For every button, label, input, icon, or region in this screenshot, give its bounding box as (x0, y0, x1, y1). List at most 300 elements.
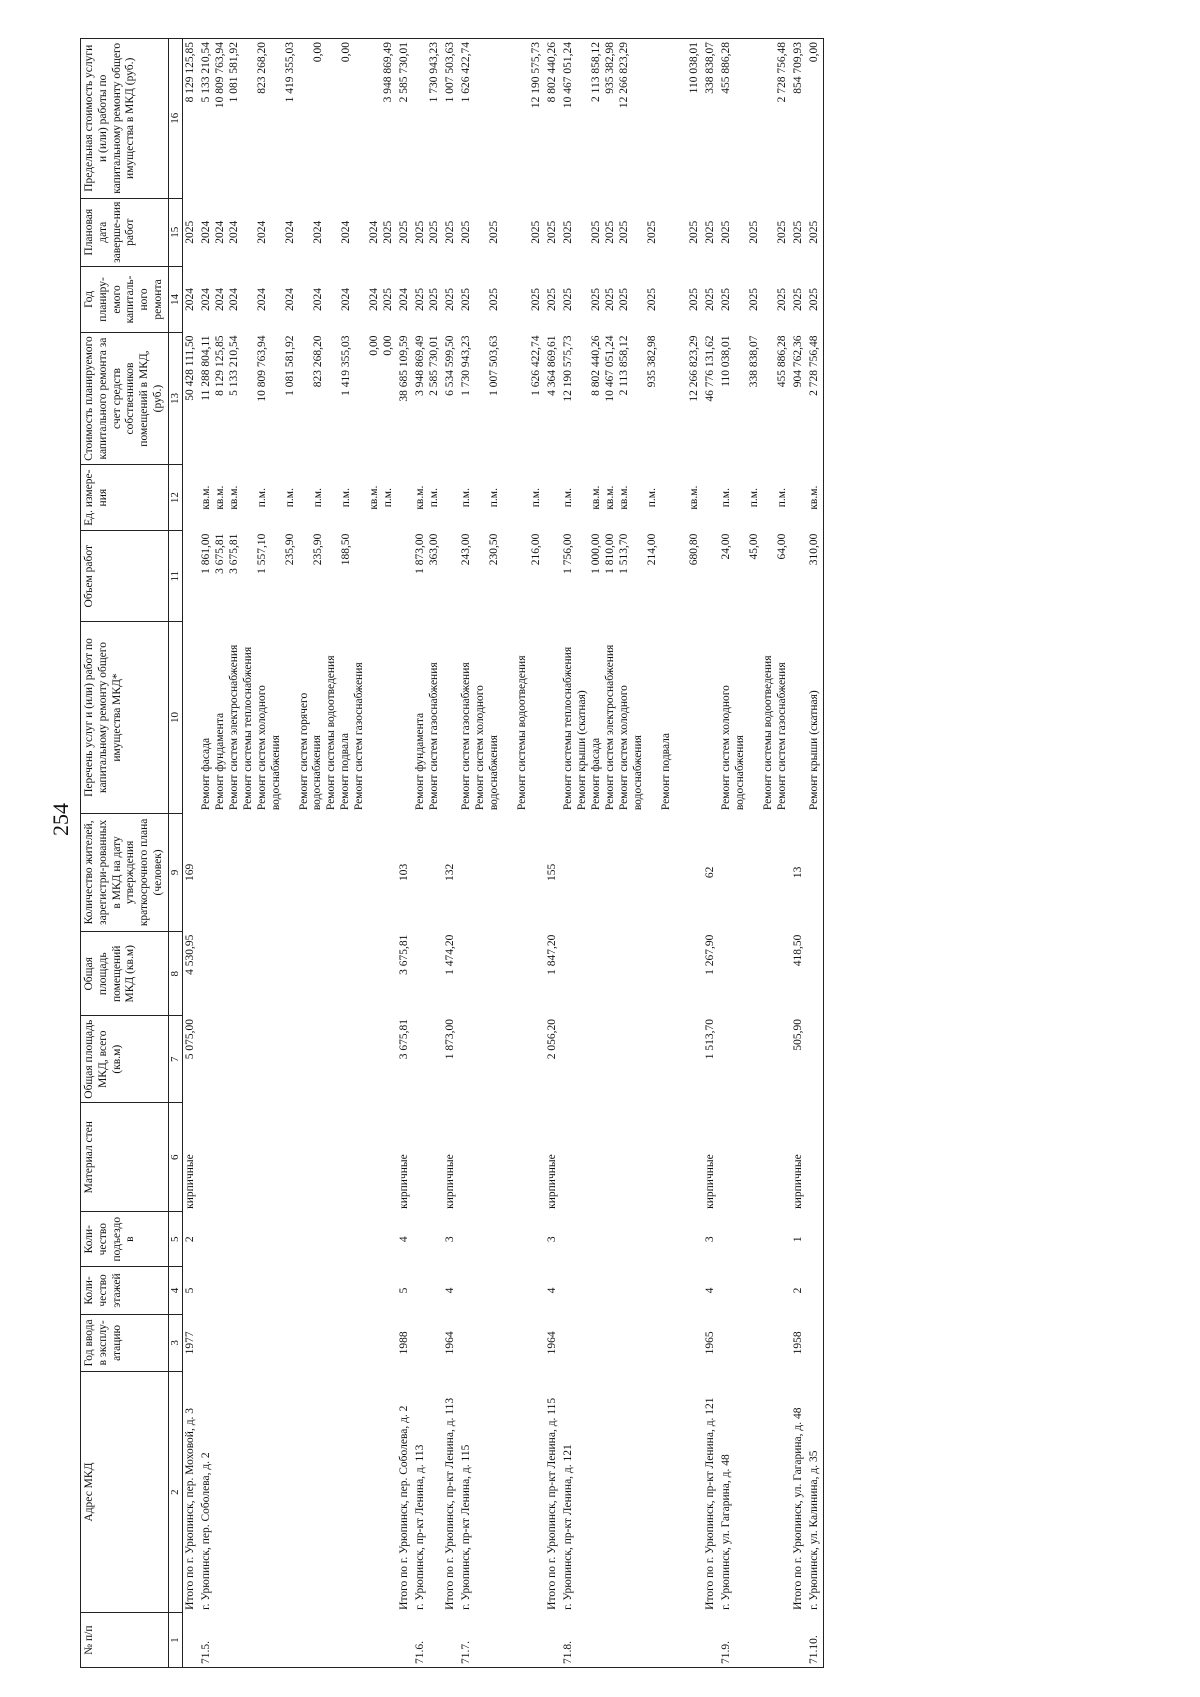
cell-col-14 (459, 266, 545, 332)
cell-line (242, 468, 256, 528)
cell-line: 2025 (719, 220, 732, 244)
cell-col-13 (443, 332, 459, 464)
cell-col-10 (459, 622, 545, 813)
cell-line: Ремонт подвала (339, 732, 352, 811)
cell-line: 2024 (283, 287, 296, 311)
column-header: Ед. измере-ния (81, 465, 169, 531)
cell-col-14 (413, 266, 443, 332)
column-number: 10 (168, 622, 182, 813)
table-total-row (791, 39, 807, 1668)
cell-line: 24,00 (719, 533, 732, 560)
cell-line (184, 534, 198, 619)
cell-line (242, 42, 256, 195)
cell-line (444, 468, 458, 528)
cell-col-10 (545, 622, 561, 813)
cell-col-13 (182, 332, 199, 464)
cell-col-10 (397, 622, 413, 813)
cell-line: 338 838,07 (703, 42, 716, 94)
column-header: Адрес МКД (81, 1371, 169, 1613)
cell-col-6 (807, 1103, 824, 1212)
cell-line: 2025 (443, 220, 456, 244)
cell-line: 2025 (617, 287, 630, 311)
cell-line: 0,00 (311, 42, 324, 63)
cell-line: 2024 (339, 287, 352, 311)
cell-col-7: 2 056,20 (545, 1018, 558, 1060)
cell-col-7 (413, 1016, 443, 1103)
cell-col-11 (807, 531, 824, 622)
cell-col-16 (545, 39, 561, 199)
cell-line (474, 335, 488, 461)
cell-line: 2 728 756,48 (807, 335, 820, 396)
cell-line (270, 269, 284, 329)
cell-line: 1 626 422,74 (529, 335, 542, 396)
cell-line: 4 364 869,61 (545, 335, 558, 396)
cell-col-13 (561, 332, 703, 464)
cell-line: 2025 (413, 287, 426, 311)
cell-line: 2025 (807, 220, 820, 244)
cell-line: 10 809 763,94 (213, 42, 226, 109)
header-row (81, 39, 169, 1668)
cell-line: 2 585 730,01 (427, 335, 440, 396)
cell-col-11 (182, 531, 199, 622)
cell-line (270, 468, 284, 528)
column-header: Объем работ (81, 531, 169, 622)
cell-line: 904 762,36 (791, 335, 804, 388)
cell-line: Ремонт систем электроснабжения (603, 644, 616, 811)
cell-col-6: кирпичные (397, 1154, 410, 1209)
cell-line (326, 534, 340, 619)
cell-line: 2025 (459, 287, 472, 311)
cell-col-7: 5 075,00 (183, 1018, 196, 1060)
cell-col-14 (397, 266, 413, 332)
cell-col-9: 62 (703, 866, 716, 879)
cell-line: 1 513,70 (617, 533, 630, 574)
cell-col-3 (459, 1314, 545, 1371)
cell-line (444, 625, 458, 810)
cell-line: 2024 (311, 220, 324, 244)
cell-col-12 (791, 465, 807, 531)
cell-line: 46 776 131,62 (703, 335, 716, 402)
cell-col-9 (719, 813, 791, 931)
cell-col-9: 169 (183, 863, 196, 882)
cell-col-10 (443, 622, 459, 813)
cell-line (326, 42, 340, 195)
cell-line: 10 467 051,24 (603, 335, 616, 402)
cell-col-5 (459, 1212, 545, 1267)
cell-col-6: кирпичные (791, 1154, 804, 1209)
column-number: 1 (168, 1613, 182, 1668)
cell-line: 2 585 730,01 (397, 42, 410, 103)
cell-col-7 (807, 1016, 824, 1103)
column-header: Общая площадь помещений МКД (кв.м) (81, 932, 169, 1016)
cell-col-8 (561, 932, 703, 1016)
cell-line: Ремонт фасада (199, 737, 212, 811)
cell-col-14 (719, 266, 791, 332)
page-number: 254 (48, 803, 73, 836)
cell-line: 1 810,00 (603, 533, 616, 574)
cell-line: 1 000,00 (589, 533, 602, 574)
cell-col-1: 71.6. (413, 1641, 426, 1664)
cell-line: 2025 (561, 287, 574, 311)
cell-line: 0,00 (807, 42, 820, 63)
cell-line (546, 625, 560, 810)
cell-line: 10 809 763,94 (255, 335, 268, 402)
cell-line (398, 534, 412, 619)
cell-col-10 (719, 622, 791, 813)
cell-col-11 (703, 531, 719, 622)
cell-col-14 (703, 266, 719, 332)
cell-col-2: Итого по г. Урюпинск, пер. Моховой, д. 3 (183, 1407, 196, 1610)
cell-col-5 (413, 1212, 443, 1267)
column-header: Коли-чество подъездо в (81, 1212, 169, 1267)
cell-line: 2025 (545, 287, 558, 311)
cell-col-12 (413, 465, 443, 531)
cell-line (646, 42, 660, 195)
cell-line (270, 42, 284, 195)
cell-col-9: 132 (443, 863, 456, 882)
cell-col-10 (807, 622, 824, 813)
cell-line (704, 625, 718, 810)
cell-line: Ремонт системы водоотведения (325, 655, 338, 811)
cell-col-1 (443, 1613, 459, 1668)
cell-line (576, 269, 590, 329)
cell-col-8: 1 847,20 (545, 934, 558, 975)
column-number: 8 (168, 932, 182, 1016)
cell-col-5: 1 (791, 1236, 804, 1243)
column-number: 12 (168, 465, 182, 531)
cell-line: кв.м. (213, 485, 226, 510)
cell-line: 12 190 575,73 (561, 335, 574, 402)
cell-col-2: г. Урюпинск, ул. Калинина, д. 35 (807, 1450, 820, 1610)
cell-col-6 (459, 1103, 545, 1212)
cell-line: 2025 (703, 287, 716, 311)
cell-line: 2024 (213, 220, 226, 244)
cell-line: 854 709,93 (791, 42, 804, 94)
cell-line (516, 468, 530, 528)
cell-col-4: 2 (791, 1287, 804, 1294)
cell-line (660, 269, 674, 329)
cell-line (576, 534, 590, 619)
cell-line: 2024 (255, 220, 268, 244)
cell-line (632, 201, 646, 263)
cell-line: п.м. (283, 488, 296, 508)
cell-col-4: 4 (703, 1287, 716, 1294)
cell-line: 8 802 440,26 (589, 335, 602, 396)
cell-line: Ремонт системы теплоснабжения (241, 646, 254, 811)
cell-line: 2024 (199, 287, 212, 311)
cell-line: 1 557,10 (255, 533, 268, 574)
cell-line (474, 269, 488, 329)
table-row-71-10 (807, 39, 824, 1668)
cell-line: 2025 (413, 220, 426, 244)
cell-line: 823 268,20 (311, 335, 324, 388)
cell-col-1: 71.9. (719, 1641, 732, 1664)
cell-col-5: 2 (183, 1236, 196, 1243)
cell-line: 38 685 109,59 (397, 335, 410, 402)
cell-line (354, 534, 368, 619)
cell-line: Ремонт систем холодного водоснабжения (719, 685, 746, 811)
cell-line: Ремонт систем газоснабжения (427, 662, 440, 811)
cell-line (660, 534, 674, 619)
cell-line: 1 861,00 (199, 533, 212, 574)
cell-col-5: 3 (545, 1236, 558, 1243)
cell-col-11 (459, 531, 545, 622)
cell-line: 2025 (487, 220, 500, 244)
cell-line (660, 335, 674, 461)
cell-line (382, 534, 396, 619)
cell-col-15 (413, 198, 443, 266)
cell-col-16 (791, 39, 807, 199)
cell-line (184, 625, 198, 810)
cell-line (674, 534, 688, 619)
cell-col-14 (791, 266, 807, 332)
repair-plan-table (80, 38, 824, 1668)
cell-line (354, 335, 368, 461)
cell-line: 2025 (427, 220, 440, 244)
cell-line: 2025 (589, 287, 602, 311)
cell-line: 188,50 (339, 533, 352, 566)
rotated-page (80, 38, 1115, 1668)
cell-line (734, 201, 748, 263)
cell-col-3 (719, 1314, 791, 1371)
table-body (182, 39, 823, 1668)
cell-col-11 (443, 531, 459, 622)
cell-line: 2024 (183, 287, 196, 311)
cell-col-8: 1 267,90 (703, 934, 716, 975)
cell-line (762, 201, 776, 263)
cell-line (184, 468, 198, 528)
cell-col-16 (719, 39, 791, 199)
cell-line (704, 534, 718, 619)
cell-line: 3 948 869,49 (381, 42, 394, 103)
cell-line: Ремонт систем газоснабжения (353, 662, 366, 811)
cell-col-15 (807, 198, 824, 266)
column-header: Количество жителей, зарегистри-рованных в МКД на дату утверждения краткосрочного плана (человек) (81, 813, 169, 931)
cell-line (398, 468, 412, 528)
cell-line (576, 42, 590, 195)
cell-line: 230,50 (487, 533, 500, 566)
cell-line: 935 382,98 (645, 335, 658, 388)
cell-line (660, 468, 674, 528)
cell-col-9 (807, 813, 824, 931)
cell-line: 2025 (397, 220, 410, 244)
cell-col-14 (182, 266, 199, 332)
cell-col-16 (199, 39, 397, 199)
cell-col-3 (561, 1314, 703, 1371)
cell-line (354, 468, 368, 528)
cell-line (354, 201, 368, 263)
cell-line: кв.м. (687, 485, 700, 510)
cell-col-12 (719, 465, 791, 531)
cell-col-1: 71.8. (561, 1641, 574, 1664)
cell-line (298, 534, 312, 619)
cell-col-1 (703, 1613, 719, 1668)
cell-col-6 (561, 1103, 703, 1212)
cell-line: 935 382,98 (603, 42, 616, 94)
cell-line (474, 201, 488, 263)
cell-line: кв.м. (199, 485, 212, 510)
cell-line (762, 42, 776, 195)
cell-line (298, 269, 312, 329)
cell-col-13 (199, 332, 397, 464)
cell-col-10 (413, 622, 443, 813)
cell-col-16 (413, 39, 443, 199)
cell-line: Ремонт фасада (589, 737, 602, 811)
cell-col-10 (561, 622, 703, 813)
cell-line (516, 335, 530, 461)
cell-line: 2025 (687, 220, 700, 244)
cell-col-9: 13 (791, 866, 804, 879)
cell-col-3 (807, 1314, 824, 1371)
cell-line: п.м. (339, 488, 352, 508)
cell-line: п.м. (529, 488, 542, 508)
cell-col-16 (459, 39, 545, 199)
cell-line: 1 756,00 (561, 533, 574, 574)
cell-line (502, 625, 516, 810)
cell-line: 2025 (183, 220, 196, 244)
cell-line: 2024 (255, 287, 268, 311)
cell-col-10 (791, 622, 807, 813)
cell-col-13 (459, 332, 545, 464)
cell-col-8: 3 675,81 (397, 934, 410, 975)
cell-col-1 (182, 1613, 199, 1668)
cell-col-10 (199, 622, 397, 813)
column-header: Год планиру-емого капиталь-ного ремонта (81, 266, 169, 332)
cell-col-2: Итого по г. Урюпинск, пр-кт Ленина, д. 113 (443, 1397, 456, 1610)
column-number: 6 (168, 1103, 182, 1212)
cell-line: 2025 (775, 287, 788, 311)
column-number: 15 (168, 198, 182, 266)
column-header: Коли-чество этажей (81, 1267, 169, 1315)
cell-line: 5 133 210,54 (199, 42, 212, 103)
cell-line: 2025 (589, 220, 602, 244)
cell-col-6: кирпичные (545, 1154, 558, 1209)
cell-col-8: 4 530,95 (183, 934, 196, 975)
cell-line: 2024 (367, 220, 380, 244)
cell-line (298, 42, 312, 195)
table-total-row (397, 39, 413, 1668)
cell-col-5: 3 (703, 1236, 716, 1243)
cell-line: 1 873,00 (413, 533, 426, 574)
cell-col-15 (545, 198, 561, 266)
cell-col-3: 1964 (545, 1331, 558, 1355)
cell-line: 2025 (719, 287, 732, 311)
cell-line: 10 467 051,24 (561, 42, 574, 109)
cell-line: 1 626 422,74 (459, 42, 472, 103)
cell-line: 455 886,28 (719, 42, 732, 94)
cell-col-13 (719, 332, 791, 464)
cell-col-6 (199, 1103, 397, 1212)
cell-line: 2 113 858,12 (617, 335, 630, 396)
cell-line (516, 269, 530, 329)
cell-col-2: Итого по г. Урюпинск, пр-кт Ленина, д. 121 (703, 1397, 716, 1610)
cell-col-12 (182, 465, 199, 531)
cell-col-16 (703, 39, 719, 199)
cell-col-8: 418,50 (791, 934, 804, 967)
cell-col-8: 1 474,20 (443, 934, 456, 975)
cell-line (660, 42, 674, 195)
cell-line: 6 534 599,50 (443, 335, 456, 396)
cell-col-15 (561, 198, 703, 266)
cell-col-14 (561, 266, 703, 332)
cell-col-8 (719, 932, 791, 1016)
cell-line: Ремонт подвала (659, 732, 672, 811)
cell-col-2: г. Урюпинск, ул. Гагарина, д. 48 (719, 1454, 732, 1610)
cell-col-11 (413, 531, 443, 622)
cell-line: п.м. (719, 488, 732, 508)
cell-col-12 (561, 465, 703, 531)
cell-col-11 (561, 531, 703, 622)
table-row-71-7 (459, 39, 545, 1668)
cell-col-3 (413, 1314, 443, 1371)
table-row-71-5 (199, 39, 397, 1668)
cell-col-4 (561, 1267, 703, 1315)
cell-col-3: 1965 (703, 1331, 716, 1355)
cell-col-4: 5 (183, 1287, 196, 1294)
cell-col-2: г. Урюпинск, пр-кт Ленина, д. 121 (561, 1444, 574, 1610)
cell-line (792, 534, 806, 619)
cell-col-9: 155 (545, 863, 558, 882)
cell-col-9: 103 (397, 863, 410, 882)
cell-col-16 (807, 39, 824, 199)
cell-line (734, 269, 748, 329)
cell-col-12 (397, 465, 413, 531)
cell-line: 2025 (603, 287, 616, 311)
cell-line (242, 201, 256, 263)
cell-line (354, 42, 368, 195)
cell-line: 8 802 440,26 (545, 42, 558, 103)
cell-line (632, 42, 646, 195)
cell-line (792, 468, 806, 528)
cell-line (444, 534, 458, 619)
column-number: 11 (168, 531, 182, 622)
table-total-row (443, 39, 459, 1668)
cell-line (734, 534, 748, 619)
cell-col-7: 1 873,00 (443, 1018, 456, 1060)
cell-line: 11 288 804,11 (199, 335, 212, 401)
cell-line: 2025 (561, 220, 574, 244)
cell-line: 2025 (603, 220, 616, 244)
cell-line: 2025 (617, 220, 630, 244)
cell-line: кв.м. (413, 485, 426, 510)
cell-line (398, 625, 412, 810)
cell-line: 235,90 (311, 533, 324, 566)
cell-col-15 (703, 198, 719, 266)
cell-line: кв.м. (603, 485, 616, 510)
cell-col-7 (459, 1016, 545, 1103)
cell-col-1 (545, 1613, 561, 1668)
cell-line: 2025 (791, 220, 804, 244)
cell-col-7: 3 675,81 (397, 1018, 410, 1060)
cell-col-4 (199, 1267, 397, 1315)
cell-line (242, 335, 256, 461)
column-header: Перечень услуг и (или) работ по капитальному ремонту общего имущества МКД* (81, 622, 169, 813)
cell-line: кв.м. (227, 485, 240, 510)
cell-line: 1 419 355,03 (339, 335, 352, 396)
cell-line (674, 42, 688, 195)
cell-col-2: Итого по г. Урюпинск, пер. Соболева, д. 2 (397, 1405, 410, 1610)
cell-col-15 (397, 198, 413, 266)
cell-line: 243,00 (459, 533, 472, 566)
cell-line (298, 201, 312, 263)
cell-line (270, 534, 284, 619)
cell-line: 50 428 111,50 (183, 335, 196, 401)
cell-line: 2025 (645, 220, 658, 244)
cell-line (474, 468, 488, 528)
table-row-71-6 (413, 39, 443, 1668)
cell-col-13 (807, 332, 824, 464)
cell-line: 2024 (227, 220, 240, 244)
